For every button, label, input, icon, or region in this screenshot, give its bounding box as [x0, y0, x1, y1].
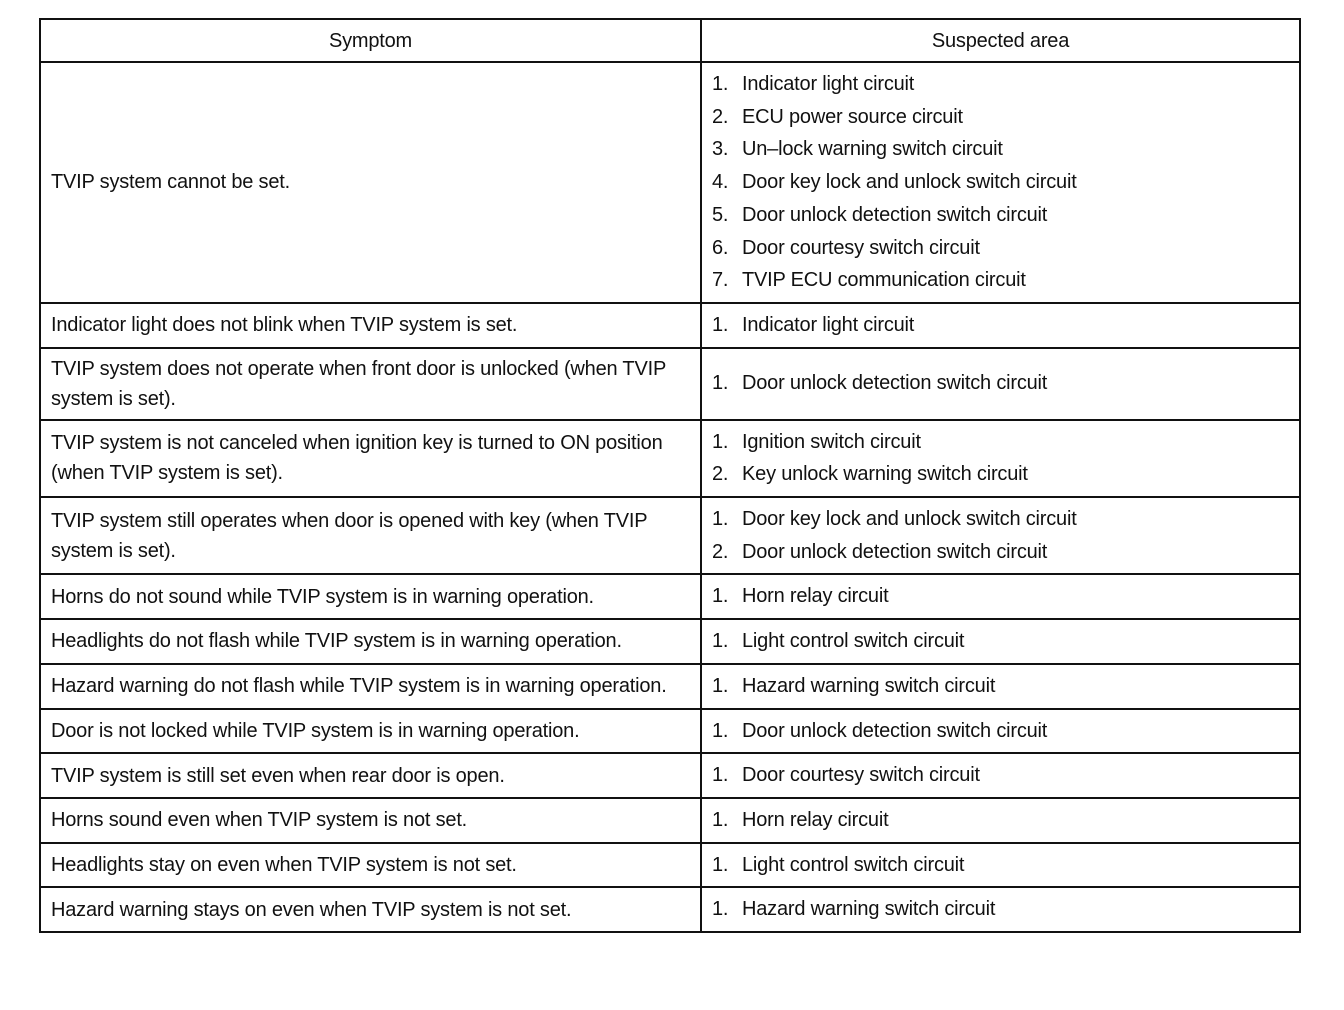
- list-item-text: ECU power source circuit: [742, 105, 963, 128]
- list-item-text: Indicator light circuit: [742, 73, 915, 95]
- list-item-text: Door courtesy switch circuit: [742, 764, 980, 787]
- suspected-area-list: [712, 68, 1289, 297]
- list-item-number: 2.: [712, 463, 729, 486]
- suspected-area-cell: [701, 798, 1300, 843]
- list-item: [712, 232, 1289, 265]
- suspected-area-list: [712, 309, 1289, 342]
- list-item: [712, 458, 1289, 491]
- list-item: [712, 367, 1289, 400]
- suspected-area-list: [712, 804, 1289, 837]
- header-row: [40, 19, 1300, 62]
- list-item: [712, 670, 1289, 703]
- list-item-text: Door key lock and unlock switch circuit: [742, 508, 1077, 531]
- list-item: [712, 199, 1289, 232]
- list-item-text: Door unlock detection switch circuit: [742, 203, 1048, 226]
- list-item: [712, 264, 1289, 297]
- symptom-text: Hazard warning do not flash while TVIP system is in warning operation.: [51, 675, 667, 698]
- list-item-text: Horn relay circuit: [742, 585, 889, 608]
- list-item-text: TVIP ECU communication circuit: [742, 269, 1026, 292]
- table-row: [40, 798, 1300, 843]
- suspected-area-cell: [701, 753, 1300, 798]
- table-row: [40, 574, 1300, 619]
- table-row: [40, 420, 1300, 497]
- list-item: [712, 166, 1289, 199]
- suspected-area-list: [712, 849, 1289, 882]
- list-item: [712, 625, 1289, 658]
- suspected-area-cell: [701, 664, 1300, 709]
- table-header: [40, 19, 1300, 62]
- list-item-number: 2.: [712, 540, 729, 563]
- symptom-text: Hazard warning stays on even when TVIP system is not set.: [51, 898, 572, 921]
- symptom-cell: [40, 62, 701, 303]
- list-item-text: Door unlock detection switch circuit: [742, 719, 1048, 742]
- suspected-area-cell: [701, 420, 1300, 497]
- list-item-text: Door unlock detection switch circuit: [742, 372, 1048, 395]
- table-row: [40, 497, 1300, 574]
- symptom-cell: [40, 348, 701, 420]
- list-item-text: Light control switch circuit: [742, 630, 965, 653]
- list-item: [712, 503, 1289, 536]
- list-item-number: 3.: [712, 138, 729, 161]
- suspected-area-cell: [701, 62, 1300, 303]
- list-item: [712, 536, 1289, 569]
- list-item-text: Hazard warning switch circuit: [742, 674, 996, 697]
- table-row: [40, 709, 1300, 754]
- list-item-number: 6.: [712, 236, 729, 259]
- symptom-cell: [40, 303, 701, 348]
- table-row: [40, 619, 1300, 664]
- list-item-number: 1.: [712, 430, 729, 453]
- list-item: [712, 759, 1289, 792]
- suspected-area-cell: [701, 619, 1300, 664]
- symptom-text: Indicator light does not blink when TVIP system is set.: [51, 314, 518, 337]
- list-item-number: 1.: [712, 719, 729, 742]
- symptom-text: TVIP system cannot be set.: [51, 171, 290, 194]
- suspected-area-list: [712, 580, 1289, 613]
- table-row: [40, 348, 1300, 420]
- list-item-text: Horn relay circuit: [742, 808, 889, 831]
- troubleshooting-table: [39, 18, 1301, 933]
- suspected-area-cell: [701, 497, 1300, 574]
- symptom-cell: [40, 619, 701, 664]
- table-row: [40, 62, 1300, 303]
- list-item-text: Indicator light circuit: [742, 313, 915, 336]
- list-item-text: Door unlock detection switch circuit: [742, 540, 1048, 563]
- list-item-number: 5.: [712, 203, 729, 226]
- list-item: [712, 715, 1289, 748]
- symptom-cell: [40, 709, 701, 754]
- suspected-area-cell: [701, 887, 1300, 932]
- symptom-cell: [40, 574, 701, 619]
- suspected-area-cell: [701, 574, 1300, 619]
- list-item-number: 4.: [712, 171, 729, 194]
- list-item: [712, 804, 1289, 837]
- list-item: [712, 133, 1289, 166]
- suspected-area-column-header: Suspected area: [701, 19, 1300, 62]
- list-item: [712, 426, 1289, 459]
- list-item-text: Un–lock warning switch circuit: [742, 138, 1003, 161]
- list-item-number: 1.: [712, 764, 729, 787]
- symptom-cell: [40, 798, 701, 843]
- suspected-area-cell: [701, 348, 1300, 420]
- symptom-cell: [40, 753, 701, 798]
- symptom-text: Horns do not sound while TVIP system is in warning operation.: [51, 585, 594, 608]
- suspected-area-cell: [701, 709, 1300, 754]
- list-item-number: 1.: [712, 585, 729, 608]
- list-item-number: 1.: [712, 808, 729, 831]
- table-row: [40, 303, 1300, 348]
- suspected-area-list: [712, 503, 1289, 568]
- list-item: [712, 893, 1289, 926]
- list-item-number: 1.: [712, 372, 729, 395]
- list-item: [712, 68, 1289, 101]
- list-item-text: Door key lock and unlock switch circuit: [742, 171, 1077, 194]
- table-row: [40, 843, 1300, 888]
- table-row: [40, 753, 1300, 798]
- symptom-text: TVIP system is not canceled when ignition key is turned to ON position (when TVIP system is set).: [51, 432, 663, 485]
- suspected-area-list: [712, 625, 1289, 658]
- suspected-area-cell: [701, 303, 1300, 348]
- symptom-text: Headlights do not flash while TVIP system is in warning operation.: [51, 630, 622, 653]
- list-item-number: 1.: [712, 73, 729, 95]
- list-item-text: Ignition switch circuit: [742, 430, 921, 453]
- symptom-cell: [40, 664, 701, 709]
- list-item: [712, 101, 1289, 134]
- list-item-number: 1.: [712, 313, 729, 336]
- suspected-area-list: [712, 426, 1289, 491]
- list-item-text: Door courtesy switch circuit: [742, 236, 980, 259]
- list-item-number: 1.: [712, 898, 729, 921]
- symptom-text: Door is not locked while TVIP system is in warning operation.: [51, 719, 580, 742]
- suspected-area-list: [712, 367, 1289, 400]
- list-item: [712, 849, 1289, 882]
- table-body: [40, 62, 1300, 932]
- symptom-text: Headlights stay on even when TVIP system is not set.: [51, 854, 517, 876]
- symptom-text: TVIP system is still set even when rear door is open.: [51, 764, 505, 787]
- suspected-area-list: [712, 759, 1289, 792]
- symptom-text: TVIP system does not operate when front door is unlocked (when TVIP system is set).: [51, 357, 666, 410]
- list-item-number: 1.: [712, 508, 729, 531]
- list-item-number: 1.: [712, 630, 729, 653]
- list-item: [712, 580, 1289, 613]
- symptom-cell: [40, 887, 701, 932]
- list-item-number: 7.: [712, 269, 729, 292]
- symptom-cell: [40, 420, 701, 497]
- symptom-text: TVIP system still operates when door is opened with key (when TVIP system is set).: [51, 509, 647, 562]
- table-row: [40, 664, 1300, 709]
- list-item-text: Key unlock warning switch circuit: [742, 463, 1028, 486]
- symptom-column-header: Symptom: [40, 19, 701, 62]
- table-row: [40, 887, 1300, 932]
- list-item: [712, 309, 1289, 342]
- list-item-number: 2.: [712, 105, 729, 128]
- suspected-area-list: [712, 670, 1289, 703]
- symptom-cell: [40, 497, 701, 574]
- suspected-area-list: [712, 893, 1289, 926]
- symptom-cell: [40, 843, 701, 888]
- suspected-area-list: [712, 715, 1289, 748]
- suspected-area-cell: [701, 843, 1300, 888]
- list-item-number: 1.: [712, 674, 729, 697]
- symptom-text: Horns sound even when TVIP system is not set.: [51, 809, 468, 832]
- list-item-number: 1.: [712, 853, 729, 876]
- list-item-text: Light control switch circuit: [742, 853, 965, 876]
- list-item-text: Hazard warning switch circuit: [742, 898, 996, 921]
